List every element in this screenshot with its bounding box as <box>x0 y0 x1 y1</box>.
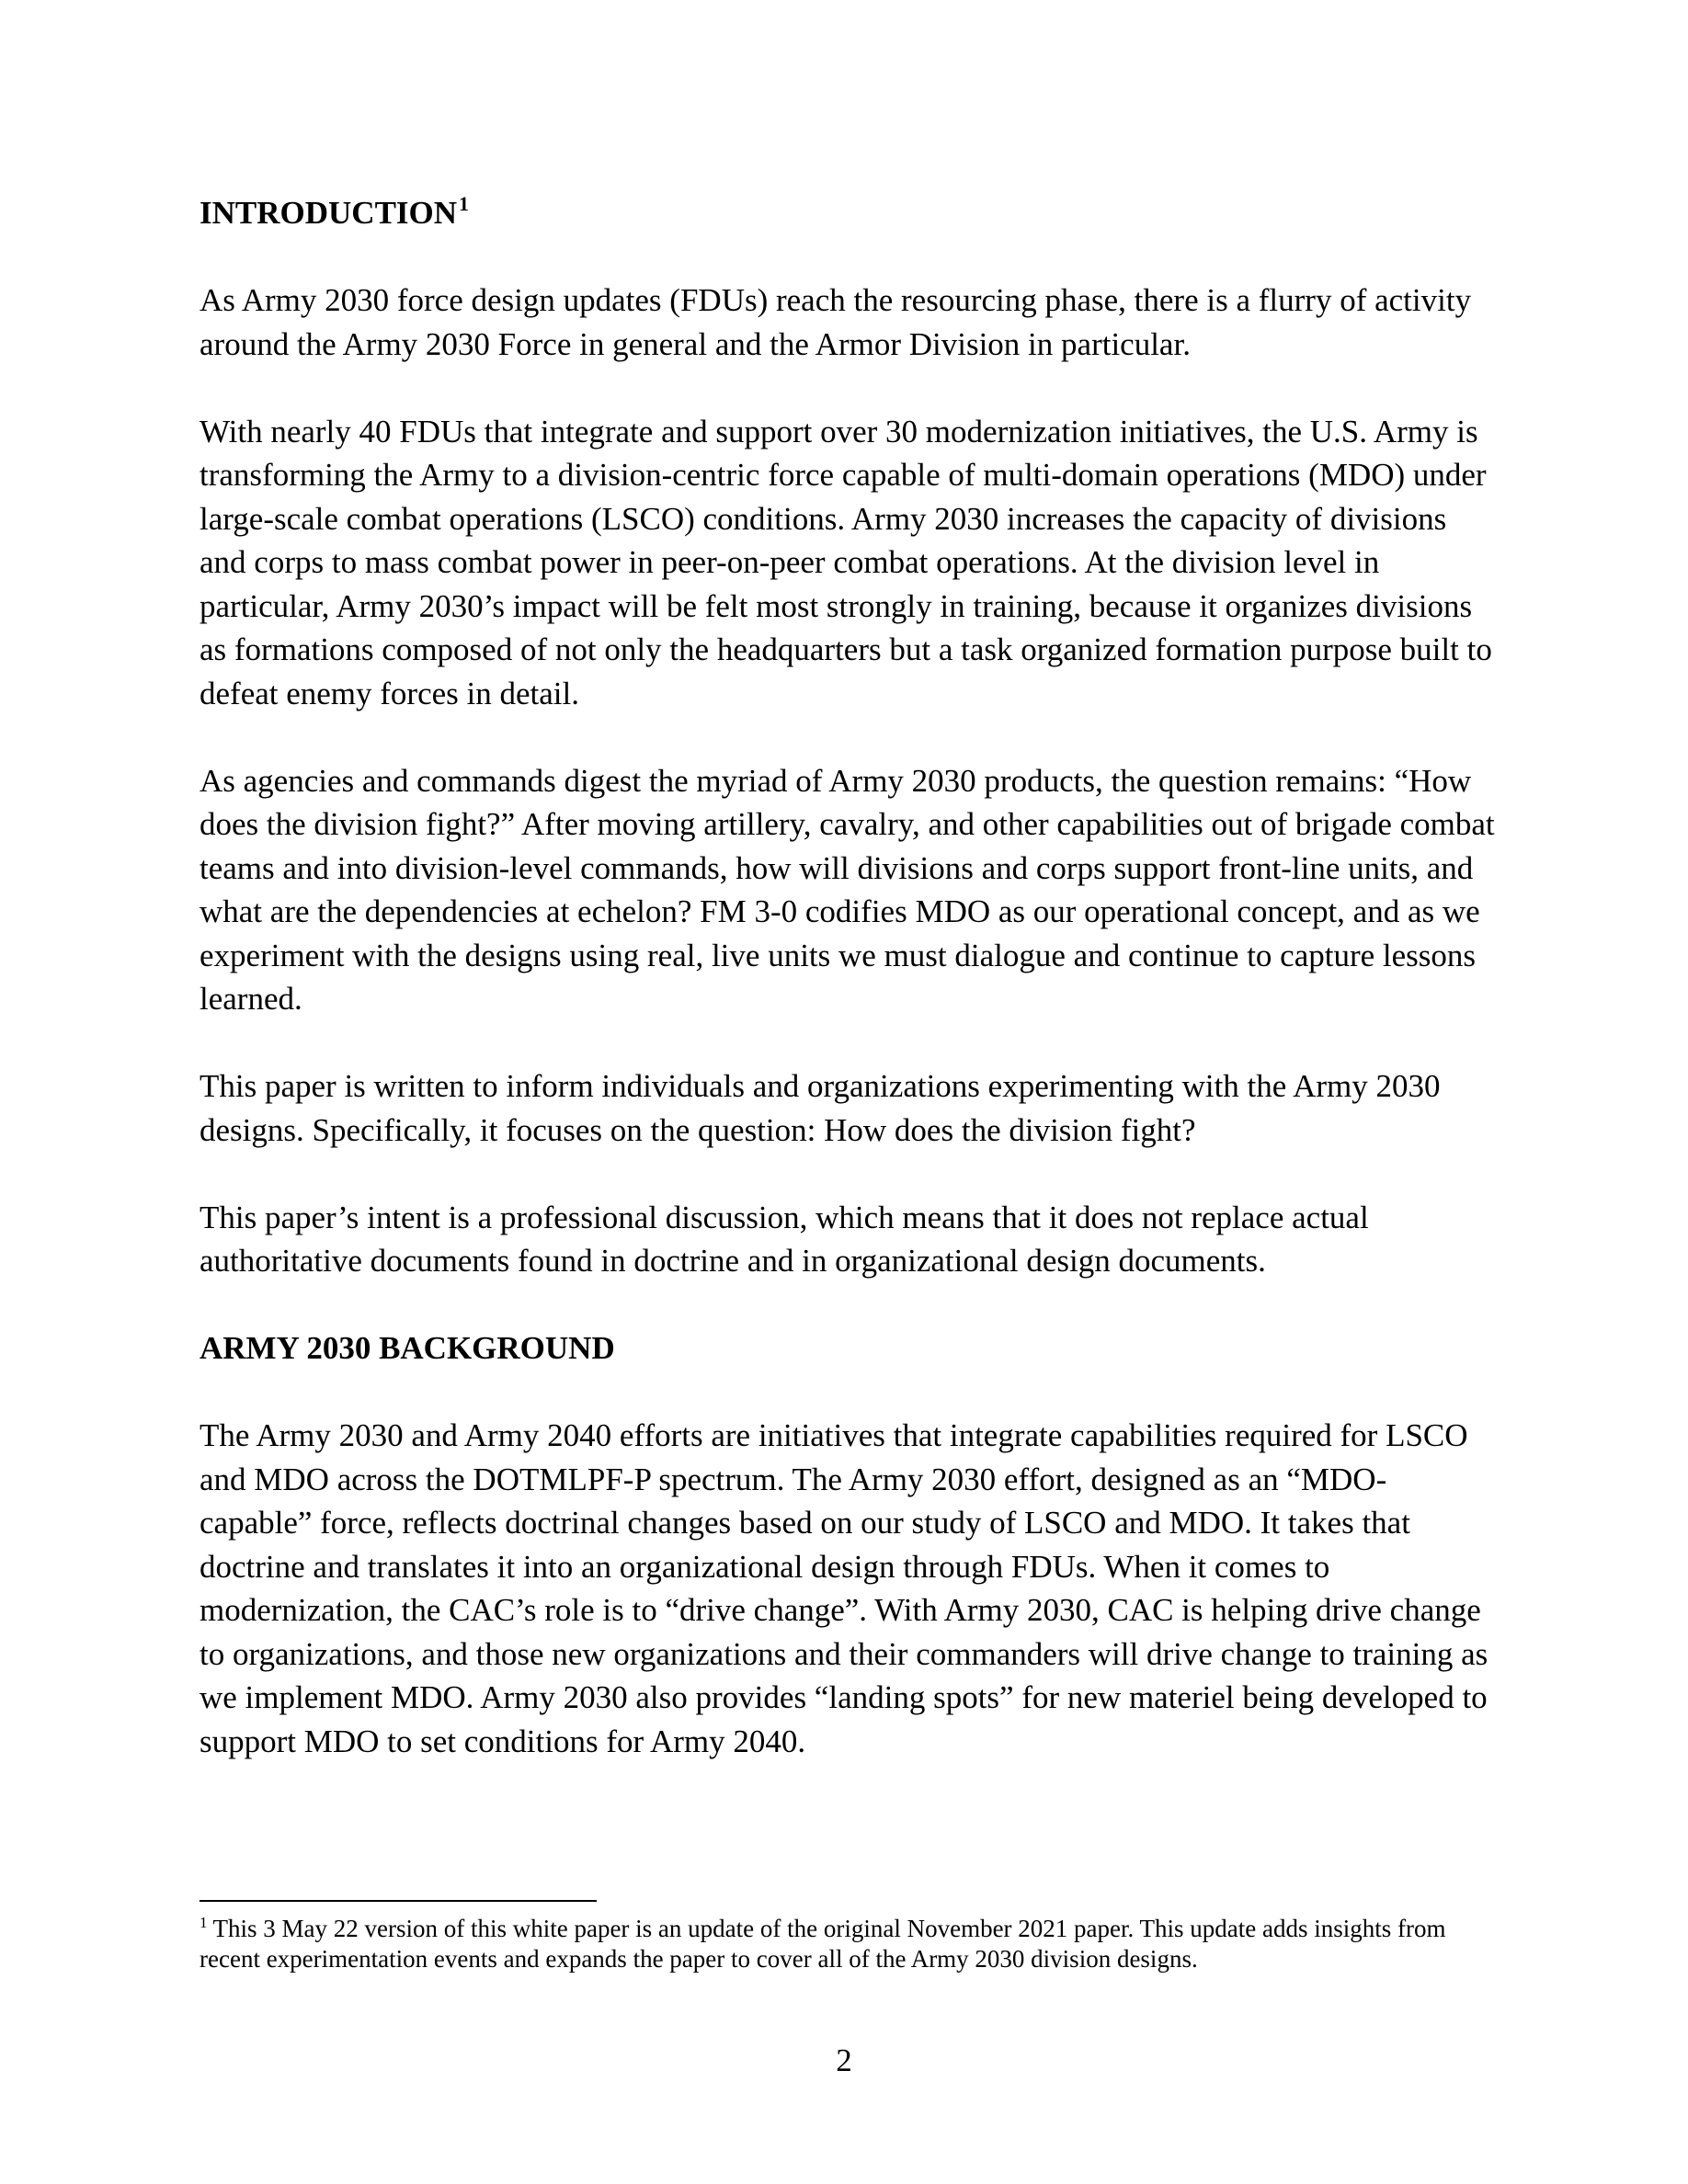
introduction-heading-text: INTRODUCTION <box>200 195 458 231</box>
section-heading-background: ARMY 2030 BACKGROUND <box>200 1330 615 1366</box>
intro-paragraph-2: With nearly 40 FDUs that integrate and support over 30 modernization initiatives, the U.S. Army is transforming the Army to a division-centric force capable of multi-domain operations (MDO) under large-scale combat operations (LSCO) conditions. Army 2030 increases the capacity of divisions and corps to mass combat power in peer-on-peer combat operations. At the division level in particular, Army 2030’s impact will be felt most strongly in training, because it organizes divisions as formations composed of not only the headquarters but a task organized formation purpose built to defeat enemy forces in detail. <box>200 413 1492 711</box>
intro-paragraph-4: This paper is written to inform individuals and organizations experimenting with the Army 2030 designs. Specifically, it focuses on the question: How does the division fight? <box>200 1068 1441 1148</box>
intro-paragraph-5: This paper’s intent is a professional discussion, which means that it does not replace actual authoritative documents found in doctrine and in organizational design documents. <box>200 1199 1369 1279</box>
spacer <box>200 1283 1496 1327</box>
section-heading-introduction <box>200 191 1496 235</box>
spacer <box>200 715 1496 759</box>
spacer <box>200 1021 1496 1065</box>
spacer <box>200 366 1496 410</box>
footnote <box>200 1914 1505 1974</box>
intro-paragraph-1: As Army 2030 force design updates (FDUs) reach the resourcing phase, there is a flurry of activity around the Army 2030 Force in general and the Armor Division in particular. <box>200 282 1472 362</box>
spacer <box>200 235 1496 279</box>
intro-paragraph-3: As agencies and commands digest the myriad of Army 2030 products, the question remains: “How does the division fight?” After moving artillery, cavalry, and other capabilities out of brigade combat teams and into division-level commands, how will divisions and corps support front-line units, and what are the dependencies at echelon? FM 3-0 codifies MDO as our operational concept, and as we experiment with the designs using real, live units we must dialogue and continue to capture lessons learned. <box>200 762 1495 1017</box>
footnote-reference[interactable]: 1 <box>459 192 470 215</box>
spacer <box>200 1152 1496 1196</box>
page-number: 2 <box>836 2042 852 2078</box>
footnote-text: This 3 May 22 version of this white paper is an update of the original November 2021 paper. This update adds insights from recent experimentation events and expands the paper to cover all of the Army 2030 division designs. <box>200 1915 1446 1973</box>
footnote-separator <box>200 1900 597 1902</box>
spacer <box>200 1371 1496 1415</box>
page-body <box>200 191 1496 1763</box>
footnote-marker: 1 <box>200 1914 208 1931</box>
background-paragraph-1: The Army 2030 and Army 2040 efforts are initiatives that integrate capabilities required for LSCO and MDO across the DOTMLPF-P spectrum. The Army 2030 effort, designed as an “MDO-capable” force, reflects doctrinal changes based on our study of LSCO and MDO. It takes that doctrine and translates it into an organizational design through FDUs. When it comes to modernization, the CAC’s role is to “drive change”. With Army 2030, CAC is helping drive change to organizations, and those new organizations and their commanders will drive change to training as we implement MDO. Army 2030 also provides “landing spots” for new materiel being developed to support MDO to set conditions for Army 2040. <box>200 1417 1488 1759</box>
